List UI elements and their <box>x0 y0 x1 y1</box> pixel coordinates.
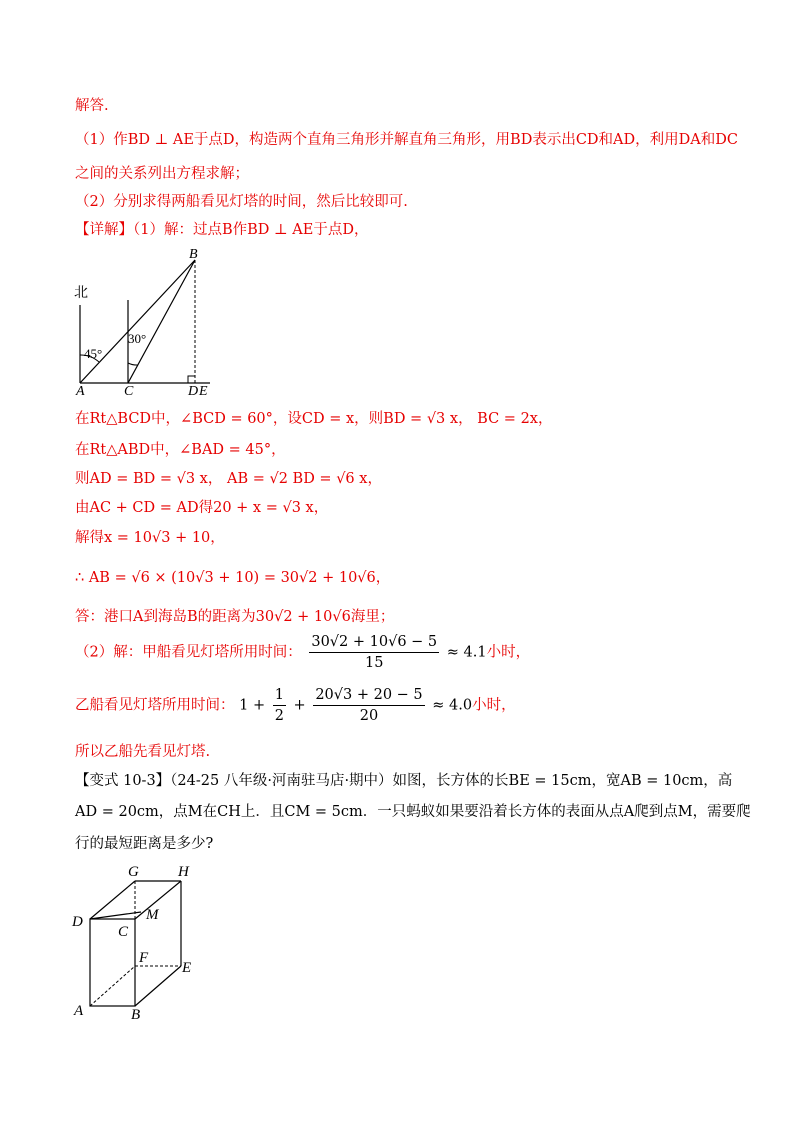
ship-a-numerator: 30√2 + 10√6 − 5 <box>309 634 439 653</box>
cuboid-label-a: A <box>74 1003 84 1019</box>
point-c-label: C <box>124 384 134 395</box>
point-e-label: E <box>199 384 208 395</box>
cuboid-label-c: C <box>118 924 129 940</box>
ship-a-time-fraction <box>309 634 439 671</box>
angle-30-label: 30° <box>128 331 147 346</box>
answer-part-2 <box>75 634 530 671</box>
variant-line-2: AD = 20cm，点M在CH上．且CM = 5cm．一只蚂蚁如果要沿着长方体的表面从点A爬到点M，需要爬 <box>75 804 751 820</box>
cuboid-label-h: H <box>178 864 189 880</box>
half-denominator: 2 <box>274 708 284 724</box>
solution-line-4: 由AC + CD = AD得20 + x = √3 x， <box>75 500 329 516</box>
answer-part-3 <box>75 687 516 724</box>
ship-a-unit: 小时， <box>486 644 531 661</box>
point-a-label: A <box>76 384 85 395</box>
detail-intro: （1）解：过点B作BD ⊥ AE于点D， <box>133 222 369 238</box>
part-2-prefix: （2）解：甲船看见灯塔所用时间： <box>75 644 302 661</box>
ship-b-unit: 小时， <box>472 697 516 714</box>
cuboid-label-d: D <box>72 914 83 930</box>
answer-part-1: 答：港口A到海岛B的距离为30√2 + 10√6海里； <box>75 609 395 625</box>
cuboid-label-b: B <box>131 1007 141 1023</box>
cuboid-label-m: M <box>146 907 159 923</box>
ship-b-numerator: 20√3 + 20 − 5 <box>313 687 424 706</box>
point-b-label: B <box>189 247 198 262</box>
half-fraction <box>273 687 286 724</box>
figure-2-cuboid <box>68 862 208 1027</box>
part-3-prefix: 乙船看见灯塔所用时间： <box>75 697 235 714</box>
ship-b-result: ≈ 4.0 <box>432 697 473 714</box>
figure-1-diagram <box>70 245 220 395</box>
analysis-step-1-cont: 之间的关系列出方程求解； <box>75 166 249 182</box>
solution-line-2: 在Rt△ABD中，∠BAD = 45°， <box>75 442 286 458</box>
analysis-step-1: （1）作BD ⊥ AE于点D，构造两个直角三角形并解直角三角形，用BD表示出CD和AD，利用DA和DC <box>75 132 738 148</box>
cuboid-label-f: F <box>139 950 149 966</box>
ship-a-result: ≈ 4.1 <box>446 644 487 661</box>
cuboid-label-g: G <box>128 864 139 880</box>
analysis-step-2: （2）分别求得两船看见灯塔的时间，然后比较即可. <box>75 194 408 210</box>
half-numerator: 1 <box>273 687 286 706</box>
detail-tag: 【详解】 <box>75 222 133 238</box>
solution-line-1: 在Rt△BCD中，∠BCD = 60°，设CD = x，则BD = √3 x， BC = 2x， <box>75 411 553 427</box>
ship-a-denominator: 15 <box>365 655 384 671</box>
point-d-label: D <box>188 384 199 395</box>
variant-line-3: 行的最短距离是多少? <box>75 836 214 852</box>
ship-b-denominator: 20 <box>359 708 379 724</box>
solution-line-6: ∴ AB = √6 × (10√3 + 10) = 30√2 + 10√6， <box>75 570 391 586</box>
angle-45-label: 45° <box>84 346 103 361</box>
cuboid-label-e: E <box>182 960 192 976</box>
ship-b-plus: + <box>293 697 306 714</box>
ship-b-time-fraction <box>313 687 424 724</box>
north-label: 北 <box>74 286 88 301</box>
conclusion: 所以乙船先看见灯塔. <box>75 744 211 760</box>
variant-line-1: 【变式 10-3】（24-25 八年级·河南驻马店·期中）如图，长方体的长BE = 15cm，宽AB = 10cm，高 <box>75 773 733 789</box>
ship-b-lead: 1 + <box>239 697 266 714</box>
solution-line-5: 解得x = 10√3 + 10， <box>75 530 225 546</box>
analysis-heading: 解答. <box>75 98 109 114</box>
detail-line <box>75 218 368 239</box>
solution-line-3: 则AD = BD = √3 x， AB = √2 BD = √6 x， <box>75 471 382 487</box>
